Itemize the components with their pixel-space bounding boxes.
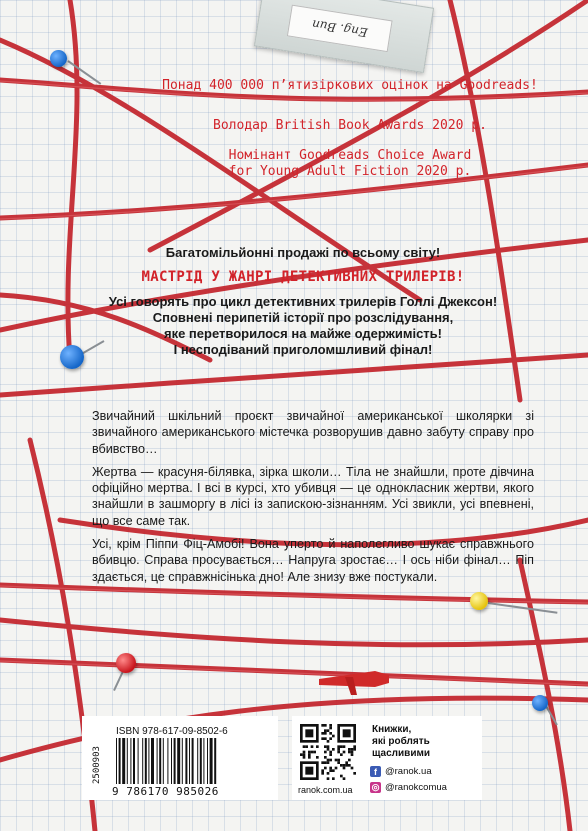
blurb-sales: Багатомільйонні продажі по всьому світу!	[165, 245, 441, 260]
blurb-block	[68, 245, 538, 358]
red-pin-icon	[116, 653, 136, 673]
pin-needle	[545, 706, 558, 726]
blue-pin-icon	[50, 50, 67, 67]
publisher-url: ranok.com.ua	[298, 785, 353, 795]
blurb-mustread: МАСТРІД У ЖАНРІ ДЕТЕКТИВНИХ ТРИЛЕРІВ!	[141, 269, 465, 285]
facebook-icon: f	[370, 766, 381, 777]
publisher-slogan: Книжки, які роблять щасливими	[372, 724, 431, 759]
red-pen-cap-icon	[315, 665, 395, 699]
blurb-line-4: І несподіваний приголомшливий фінал!	[173, 342, 433, 357]
blurb-line-1: Усі говорять про цикл детективних трилерів Голлі Джексон!	[108, 294, 498, 309]
award-goodreads-choice-line2: for Young Adult Fiction 2020 р.	[228, 164, 472, 179]
award-british-book: Володар British Book Awards 2020 р.	[213, 118, 487, 133]
award-goodreads-choice-line1: Номінант Goodreads Choice Award	[228, 148, 472, 163]
barcode-addon: 2500903	[92, 746, 102, 784]
instagram-link[interactable]	[370, 782, 447, 793]
tape-dispenser	[254, 0, 434, 73]
description-paragraph-3: Усі, крім Піппи Фіц-Амобі! Вона уперто й наполегливо шукає справжнього вбивцю. Справа просувається… Напруга зростає… І ось ніби фінал… Піп здається, це справжнісінька дно! Але знизу вже постукали.	[92, 537, 534, 584]
pin-needle	[67, 60, 101, 85]
barcode-icon	[116, 738, 272, 788]
awards-block	[130, 78, 570, 180]
description-paragraph-2: Жертва — красуня-білявка, зірка школи… Тіла не знайшли, проте дівчина офіційно мертва. І всі в курсі, хто убивця — це однокласник жертви, якого знайшли в зашморгу в лісі із запискою-зізнанням. Усі звикли, усі впевнені, що все саме так.	[92, 464, 534, 528]
publisher-panel	[292, 716, 482, 800]
instagram-handle: @ranokcomua	[385, 782, 447, 793]
yellow-pin-icon	[470, 592, 488, 610]
facebook-handle: @ranok.ua	[385, 766, 432, 777]
award-goodreads-ratings: Понад 400 000 п’ятизіркових оцінок на Goodreads!	[162, 78, 538, 93]
blurb-line-3: яке перетворилося на майже одержимість!	[164, 326, 442, 341]
instagram-icon: ◎	[371, 782, 380, 792]
qr-code-icon	[300, 724, 356, 780]
description	[92, 408, 534, 592]
blurb-line-2: Сповнені перипетій історії про розслідування,	[152, 310, 454, 325]
facebook-link[interactable]	[370, 766, 432, 777]
description-paragraph-1: Звичайний шкільний проєкт звичайної американської школярки зі звичайного американського містечка розворушив давно забуту справу про вбивство…	[92, 409, 534, 456]
blue-pin-icon	[532, 695, 548, 711]
blue-pin-icon	[60, 345, 84, 369]
barcode-digits: 9 786170 985026	[112, 785, 219, 798]
barcode-panel	[82, 716, 278, 800]
tape-label: Eng. Bun	[287, 5, 393, 53]
isbn-label: ISBN 978-617-09-8502-6	[116, 726, 228, 737]
pin-needle	[488, 602, 558, 614]
